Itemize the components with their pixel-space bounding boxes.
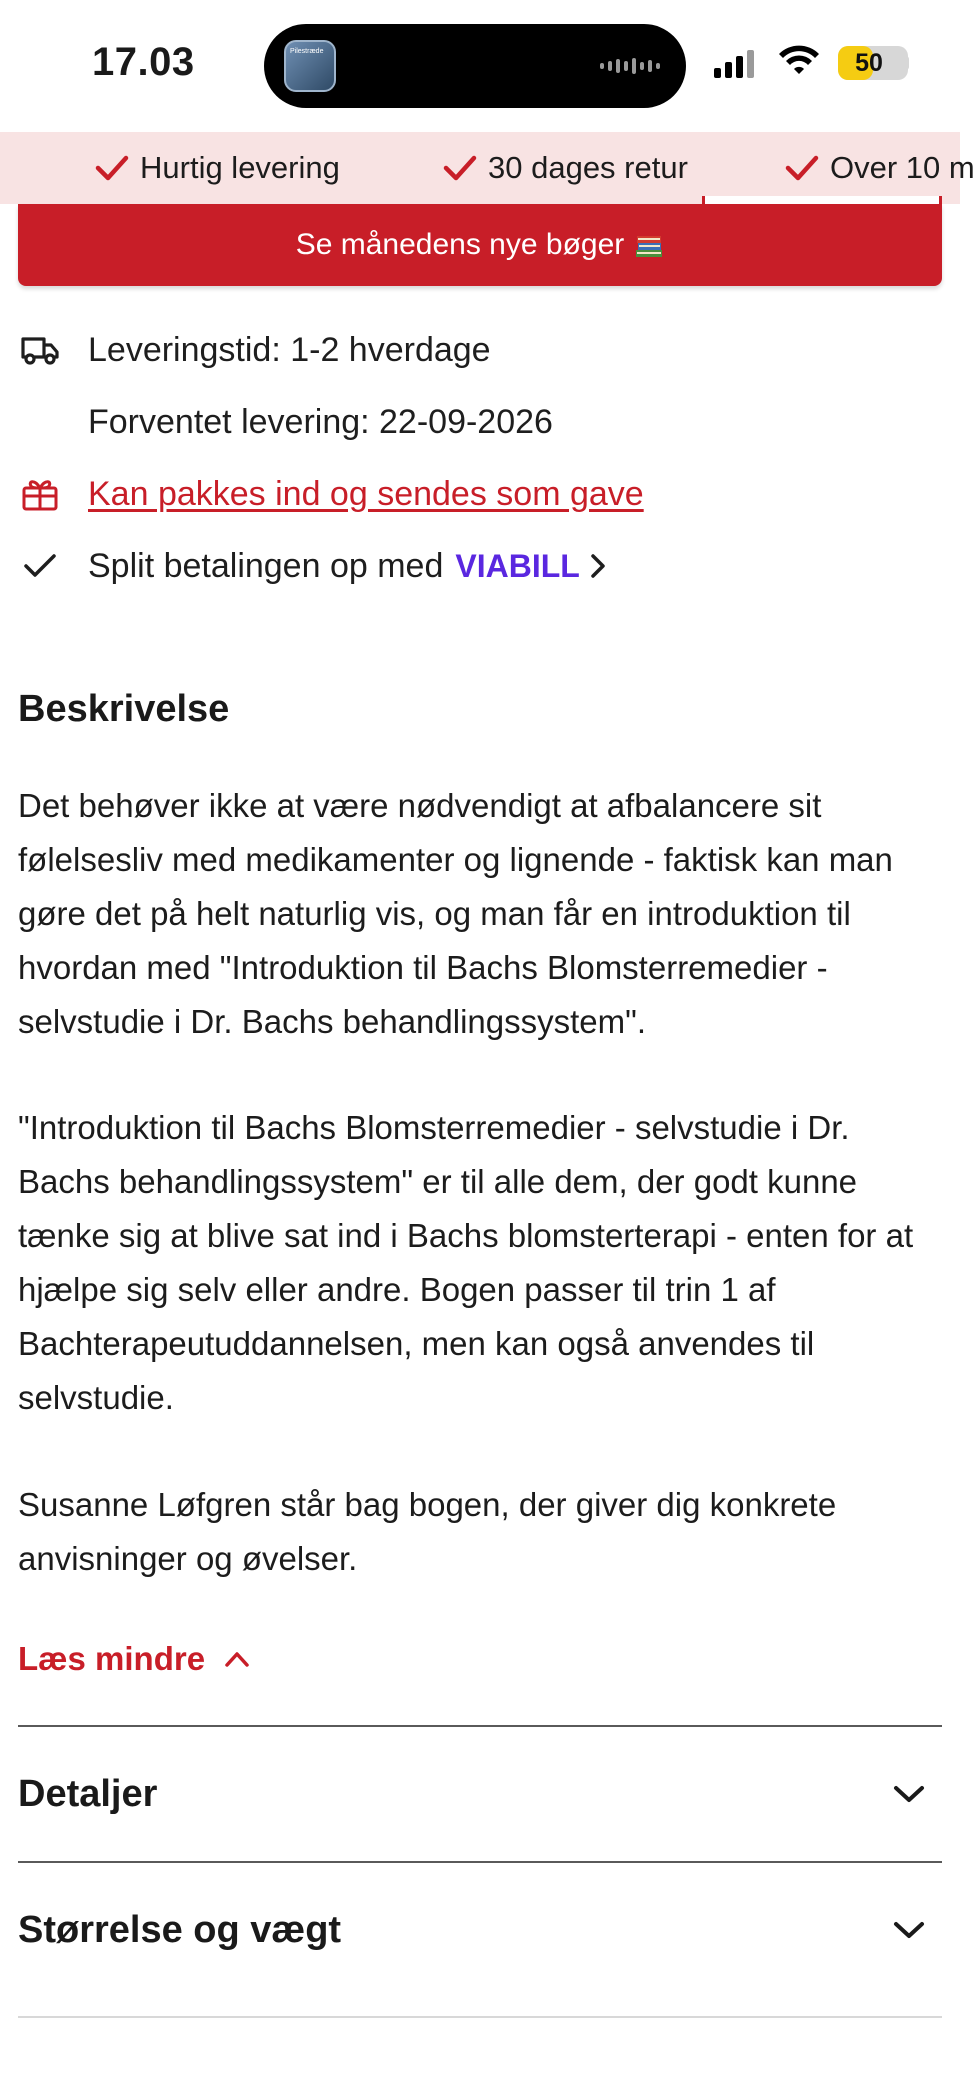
audio-waveform-icon <box>600 58 660 74</box>
viabill-logo: VIABILL <box>455 547 580 584</box>
size-weight-accordion-title: Størrelse og vægt <box>18 1908 342 1951</box>
usp-label: 30 dages retur <box>488 150 688 185</box>
check-icon <box>784 150 820 186</box>
now-playing-thumbnail[interactable] <box>284 40 336 92</box>
gift-wrap-link[interactable]: Kan pakkes ind og sendes som gave <box>88 474 644 513</box>
truck-icon <box>18 328 62 372</box>
check-icon <box>94 150 130 186</box>
new-books-button[interactable] <box>18 204 942 286</box>
expected-delivery-row <box>18 400 553 444</box>
battery-cap <box>904 56 909 70</box>
usp-item-fast-delivery <box>94 132 340 204</box>
status-bar <box>0 0 960 132</box>
cellular-signal-icon <box>714 50 754 78</box>
gift-icon <box>18 472 62 516</box>
check-icon <box>18 544 62 588</box>
wifi-icon <box>778 44 820 78</box>
chevron-down-icon <box>892 1919 926 1941</box>
gift-wrap-row <box>18 472 644 516</box>
chevron-down-icon <box>892 1783 926 1805</box>
check-icon <box>442 150 478 186</box>
details-accordion[interactable] <box>18 1727 942 1861</box>
spacer <box>18 400 62 444</box>
now-playing-thumbnail-label: Pilestræde <box>290 48 324 55</box>
usp-item-more <box>784 132 975 204</box>
books-icon <box>634 230 664 260</box>
read-less-label: Læs mindre <box>18 1640 206 1677</box>
description-heading: Beskrivelse <box>18 688 230 730</box>
cta-wrapper <box>18 204 942 288</box>
split-payment-row[interactable] <box>18 544 608 588</box>
usp-bar <box>0 132 975 204</box>
usp-label: Hurtig levering <box>140 150 340 185</box>
divider <box>18 2016 942 2018</box>
details-accordion-title: Detaljer <box>18 1772 158 1815</box>
description-paragraph: Det behøver ikke at være nødvendigt at afbalancere sit følelsesliv med medikamenter og lignende - faktisk kan man gøre det på helt naturlig vis, og man får en introduktion til hvordan med "Introduktion til Bachs Blomsterremedier - selvstudie i Dr. Bachs behandlingssystem". <box>18 787 893 1040</box>
description-paragraph: "Introduktion til Bachs Blomsterremedier - selvstudie i Dr. Bachs behandlingssystem" er til alle dem, der godt kunne tænke sig at blive sat ind i Bachs blomsterterapi - enten for at hjælpe sig selv eller andre. Bogen passer til trin 1 af Bachterapeutuddannelsen, men kan også anvendes til selvstudie. <box>18 1109 914 1416</box>
usp-item-returns <box>442 132 688 204</box>
dynamic-island[interactable] <box>264 24 686 108</box>
usp-label: Over 10 m <box>830 150 975 185</box>
battery-icon <box>838 46 908 80</box>
delivery-time-row <box>18 328 491 372</box>
expected-delivery-text: Forventet levering: 22-09-2026 <box>88 402 553 441</box>
delivery-time-text: Leveringstid: 1-2 hverdage <box>88 330 491 369</box>
size-weight-accordion[interactable] <box>18 1863 942 1997</box>
split-payment-text: Split betalingen op med <box>88 546 444 585</box>
read-less-button[interactable] <box>18 1640 251 1678</box>
status-time: 17.03 <box>92 40 195 84</box>
battery-level: 50 <box>855 49 883 77</box>
chevron-right-icon <box>588 551 608 581</box>
chevron-up-icon <box>223 1649 251 1669</box>
new-books-button-label: Se månedens nye bøger <box>295 228 625 261</box>
description-paragraph: Susanne Løfgren står bag bogen, der giver dig konkrete anvisninger og øvelser. <box>18 1486 837 1577</box>
